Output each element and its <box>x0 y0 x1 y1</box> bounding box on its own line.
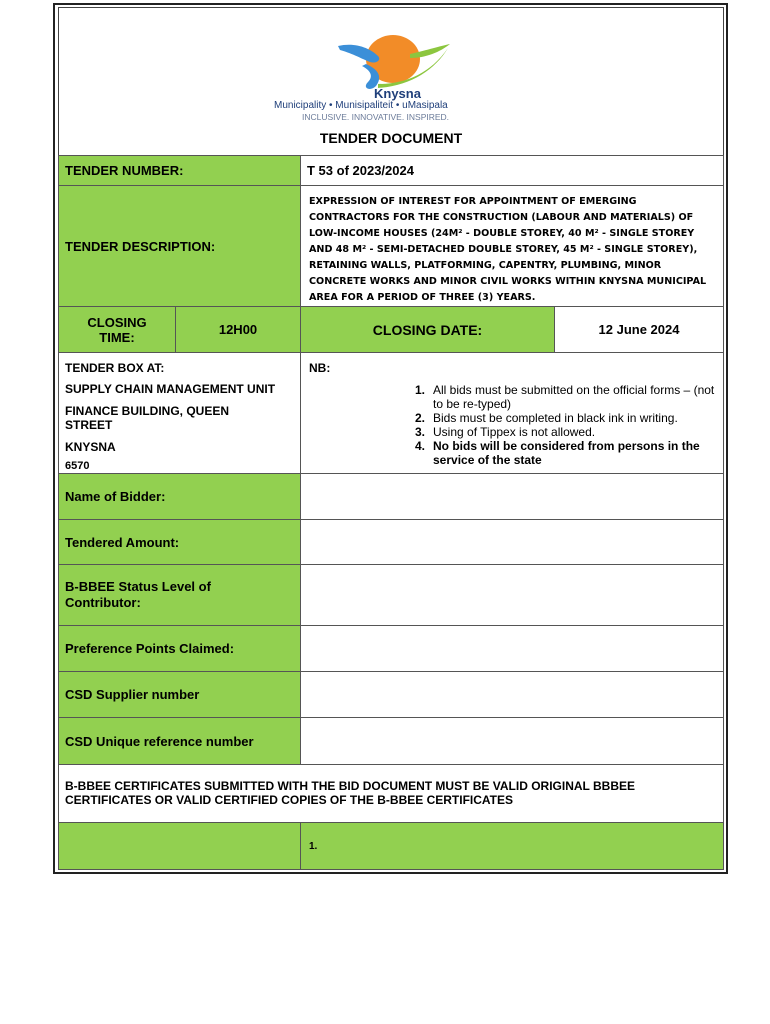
nb-item: 3. Using of Tippex is not allowed. <box>414 425 596 439</box>
certificates-note-text: B-BBEE CERTIFICATES SUBMITTED WITH THE BID DOCUMENT MUST BE VALID ORIGINAL BBBEE CERTIFICATES OR VALID CERTIFIED COPIES OF THE B-BBEE CERTIFICATES <box>65 779 635 807</box>
bottom-left-cell <box>58 822 301 870</box>
logo-name: Knysna <box>374 86 421 101</box>
tender-box-label: TENDER BOX AT: <box>65 361 165 375</box>
certificates-note <box>58 764 724 823</box>
bidder-name-field[interactable] <box>300 473 724 520</box>
csd-reference-field[interactable] <box>300 717 724 765</box>
preference-points-label: Preference Points Claimed: <box>58 625 301 672</box>
knysna-logo <box>270 34 520 124</box>
nb-item: 4. No bids will be considered from persons in the service of the state <box>414 439 700 467</box>
nb-label: NB: <box>309 361 331 375</box>
closing-time-label-text: CLOSING TIME: <box>87 314 147 345</box>
preference-points-field[interactable] <box>300 625 724 672</box>
tendered-amount-label: Tendered Amount: <box>58 519 301 565</box>
bbbee-level-field[interactable] <box>300 564 724 626</box>
nb-list <box>397 383 727 467</box>
nb-item: 2. Bids must be completed in black ink in writing. <box>414 411 678 425</box>
bbbee-level-label <box>58 564 301 626</box>
tender-number-value: T 53 of 2023/2024 <box>300 155 724 186</box>
tender-description-label: TENDER DESCRIPTION: <box>58 185 301 307</box>
tender-box-town: KNYSNA <box>65 440 116 454</box>
tender-description-cell <box>300 185 724 307</box>
csd-reference-label: CSD Unique reference number <box>58 717 301 765</box>
bidder-name-label: Name of Bidder: <box>58 473 301 520</box>
tender-box-cell <box>58 352 301 474</box>
closing-time-label <box>58 306 176 353</box>
logo-line: Municipality • Munisipaliteit • uMasipala <box>274 100 448 111</box>
closing-date-value: 12 June 2024 <box>554 306 724 353</box>
nb-cell <box>300 352 724 474</box>
closing-time-value: 12H00 <box>175 306 301 353</box>
bottom-right-cell <box>300 822 724 870</box>
bbbee-level-label-text: B-BBEE Status Level of Contributor: <box>65 579 211 610</box>
nb-item: 1. All bids must be submitted on the official forms – (not to be re-typed) <box>414 383 715 411</box>
csd-supplier-label: CSD Supplier number <box>58 671 301 718</box>
logo-graphic <box>270 34 520 94</box>
tender-description-value: EXPRESSION OF INTEREST FOR APPOINTMENT OF EMERGING CONTRACTORS FOR THE CONSTRUCTION (LABOUR AND MATERIALS) OF LOW-INCOME HOUSES (24M² - DOUBLE STOREY, 40 M² - SINGLE STOREY AND 48 M² - SEMI-DETACHED DOUBLE STOREY, 45 M² - SINGLE STOREY), RETAINING WALLS, PLATFORMING, CAPENTRY, PLUMBING, MINOR CONCRETE WORKS AND MINOR CIVIL WORKS WITHIN KNYSNA MUNICIPAL AREA FOR A PERIOD OF THREE (3) YEARS. <box>309 196 707 303</box>
tendered-amount-field[interactable] <box>300 519 724 565</box>
csd-supplier-field[interactable] <box>300 671 724 718</box>
tender-box-unit: SUPPLY CHAIN MANAGEMENT UNIT <box>65 382 276 396</box>
doc-title: TENDER DOCUMENT <box>319 130 463 146</box>
tender-box-code: 6570 <box>65 460 90 472</box>
logo-tagline: INCLUSIVE. INNOVATIVE. INSPIRED. <box>302 112 450 122</box>
closing-date-label: CLOSING DATE: <box>300 306 555 353</box>
bottom-item-number: 1. <box>309 841 318 852</box>
tender-box-building: FINANCE BUILDING, QUEEN STREET <box>65 404 230 432</box>
tender-number-label: TENDER NUMBER: <box>58 155 301 186</box>
